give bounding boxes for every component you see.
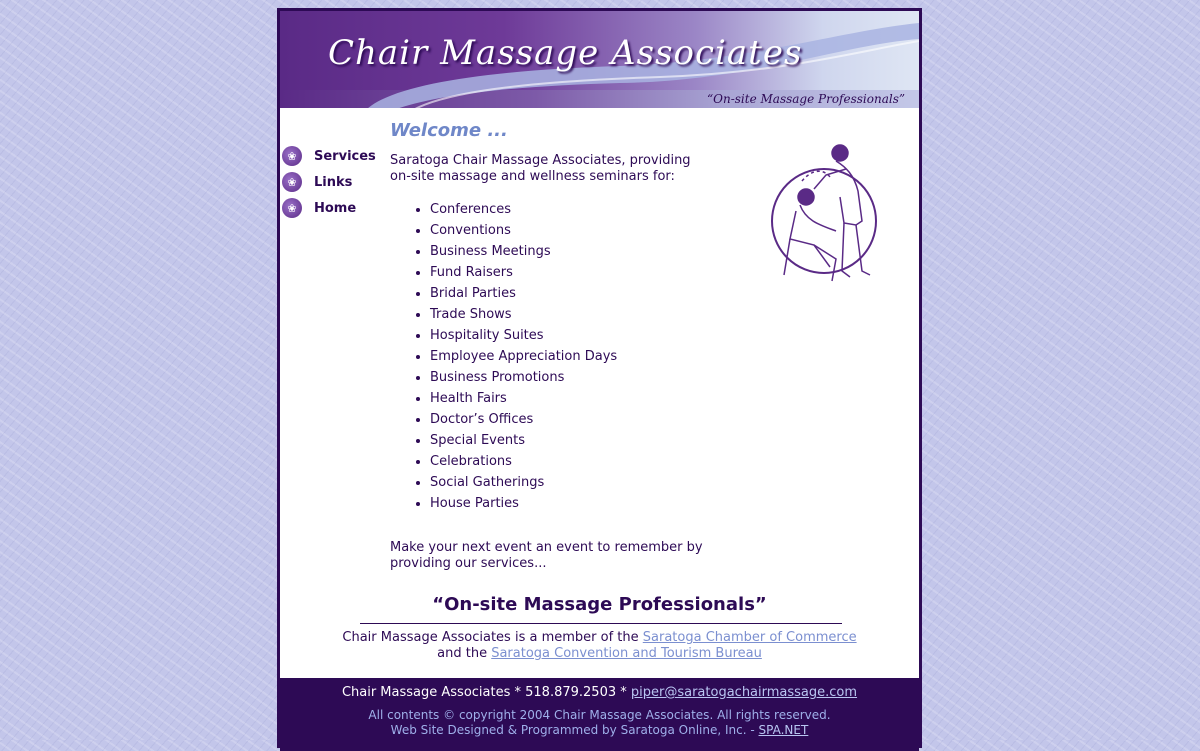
list-item: • Bridal Parties: [430, 284, 617, 305]
list-item: • Hospitality Suites: [430, 326, 617, 347]
list-item: • Trade Shows: [430, 305, 617, 326]
nav-label-home: Home: [314, 200, 357, 216]
intro-text: Saratoga Chair Massage Associates, providing on-site massage and wellness seminars for:: [390, 153, 691, 184]
nav-item-services[interactable]: [282, 143, 382, 169]
member-mid: and the: [437, 646, 488, 661]
list-item: • Celebrations: [430, 452, 617, 473]
header-banner: [280, 11, 919, 108]
list-item: • Business Meetings: [430, 242, 617, 263]
lotus-icon: ❀: [282, 172, 302, 192]
nav-item-links[interactable]: [282, 169, 382, 195]
lotus-icon: ❀: [282, 198, 302, 218]
footer: [280, 678, 919, 751]
tourism-bureau-link[interactable]: Saratoga Convention and Tourism Bureau: [491, 646, 762, 661]
copyright-text: All contents © copyright 2004 Chair Massage Associates. All rights reserved.: [368, 708, 831, 722]
footer-contact-text: Chair Massage Associates * 518.879.2503 *: [341, 685, 627, 700]
member-prefix: Chair Massage Associates is a member of the: [342, 630, 639, 645]
divider: [360, 623, 842, 624]
nav-label-services: Services: [314, 148, 376, 164]
membership-text: [280, 630, 919, 662]
lotus-icon: ❀: [282, 146, 302, 166]
event-list: [410, 200, 617, 515]
tagline-heading: “On-site Massage Professionals”: [432, 594, 767, 615]
site-title: Chair Massage Associates: [328, 33, 803, 73]
nav-item-home[interactable]: [282, 195, 382, 221]
list-item: • Doctor’s Offices: [430, 410, 617, 431]
nav-label-links: Links: [314, 174, 353, 190]
designed-by-text: Web Site Designed & Programmed by Saratoga Online, Inc. -: [390, 723, 755, 737]
list-item: • Fund Raisers: [430, 263, 617, 284]
list-item: • Health Fairs: [430, 389, 617, 410]
list-item: • House Parties: [430, 494, 617, 515]
list-item: • Business Promotions: [430, 368, 617, 389]
designer-link[interactable]: SPA.NET: [758, 723, 809, 737]
email-link[interactable]: piper@saratogachairmassage.com: [630, 685, 858, 700]
list-item: • Employee Appreciation Days: [430, 347, 617, 368]
closing-text: Make your next event an event to remember by providing our services...: [390, 540, 703, 571]
page-container: [277, 8, 922, 748]
list-item: • Social Gatherings: [430, 473, 617, 494]
chamber-of-commerce-link[interactable]: Saratoga Chamber of Commerce: [642, 630, 857, 645]
footer-copyright: [280, 708, 919, 738]
sidebar-nav: [282, 143, 382, 221]
list-item: • Conventions: [430, 221, 617, 242]
list-item: • Conferences: [430, 200, 617, 221]
welcome-heading: Welcome ...: [390, 120, 508, 141]
list-item: • Special Events: [430, 431, 617, 452]
header-tagline: “On-site Massage Professionals”: [707, 92, 905, 106]
footer-contact: [280, 685, 919, 700]
massage-illustration: [766, 141, 886, 291]
